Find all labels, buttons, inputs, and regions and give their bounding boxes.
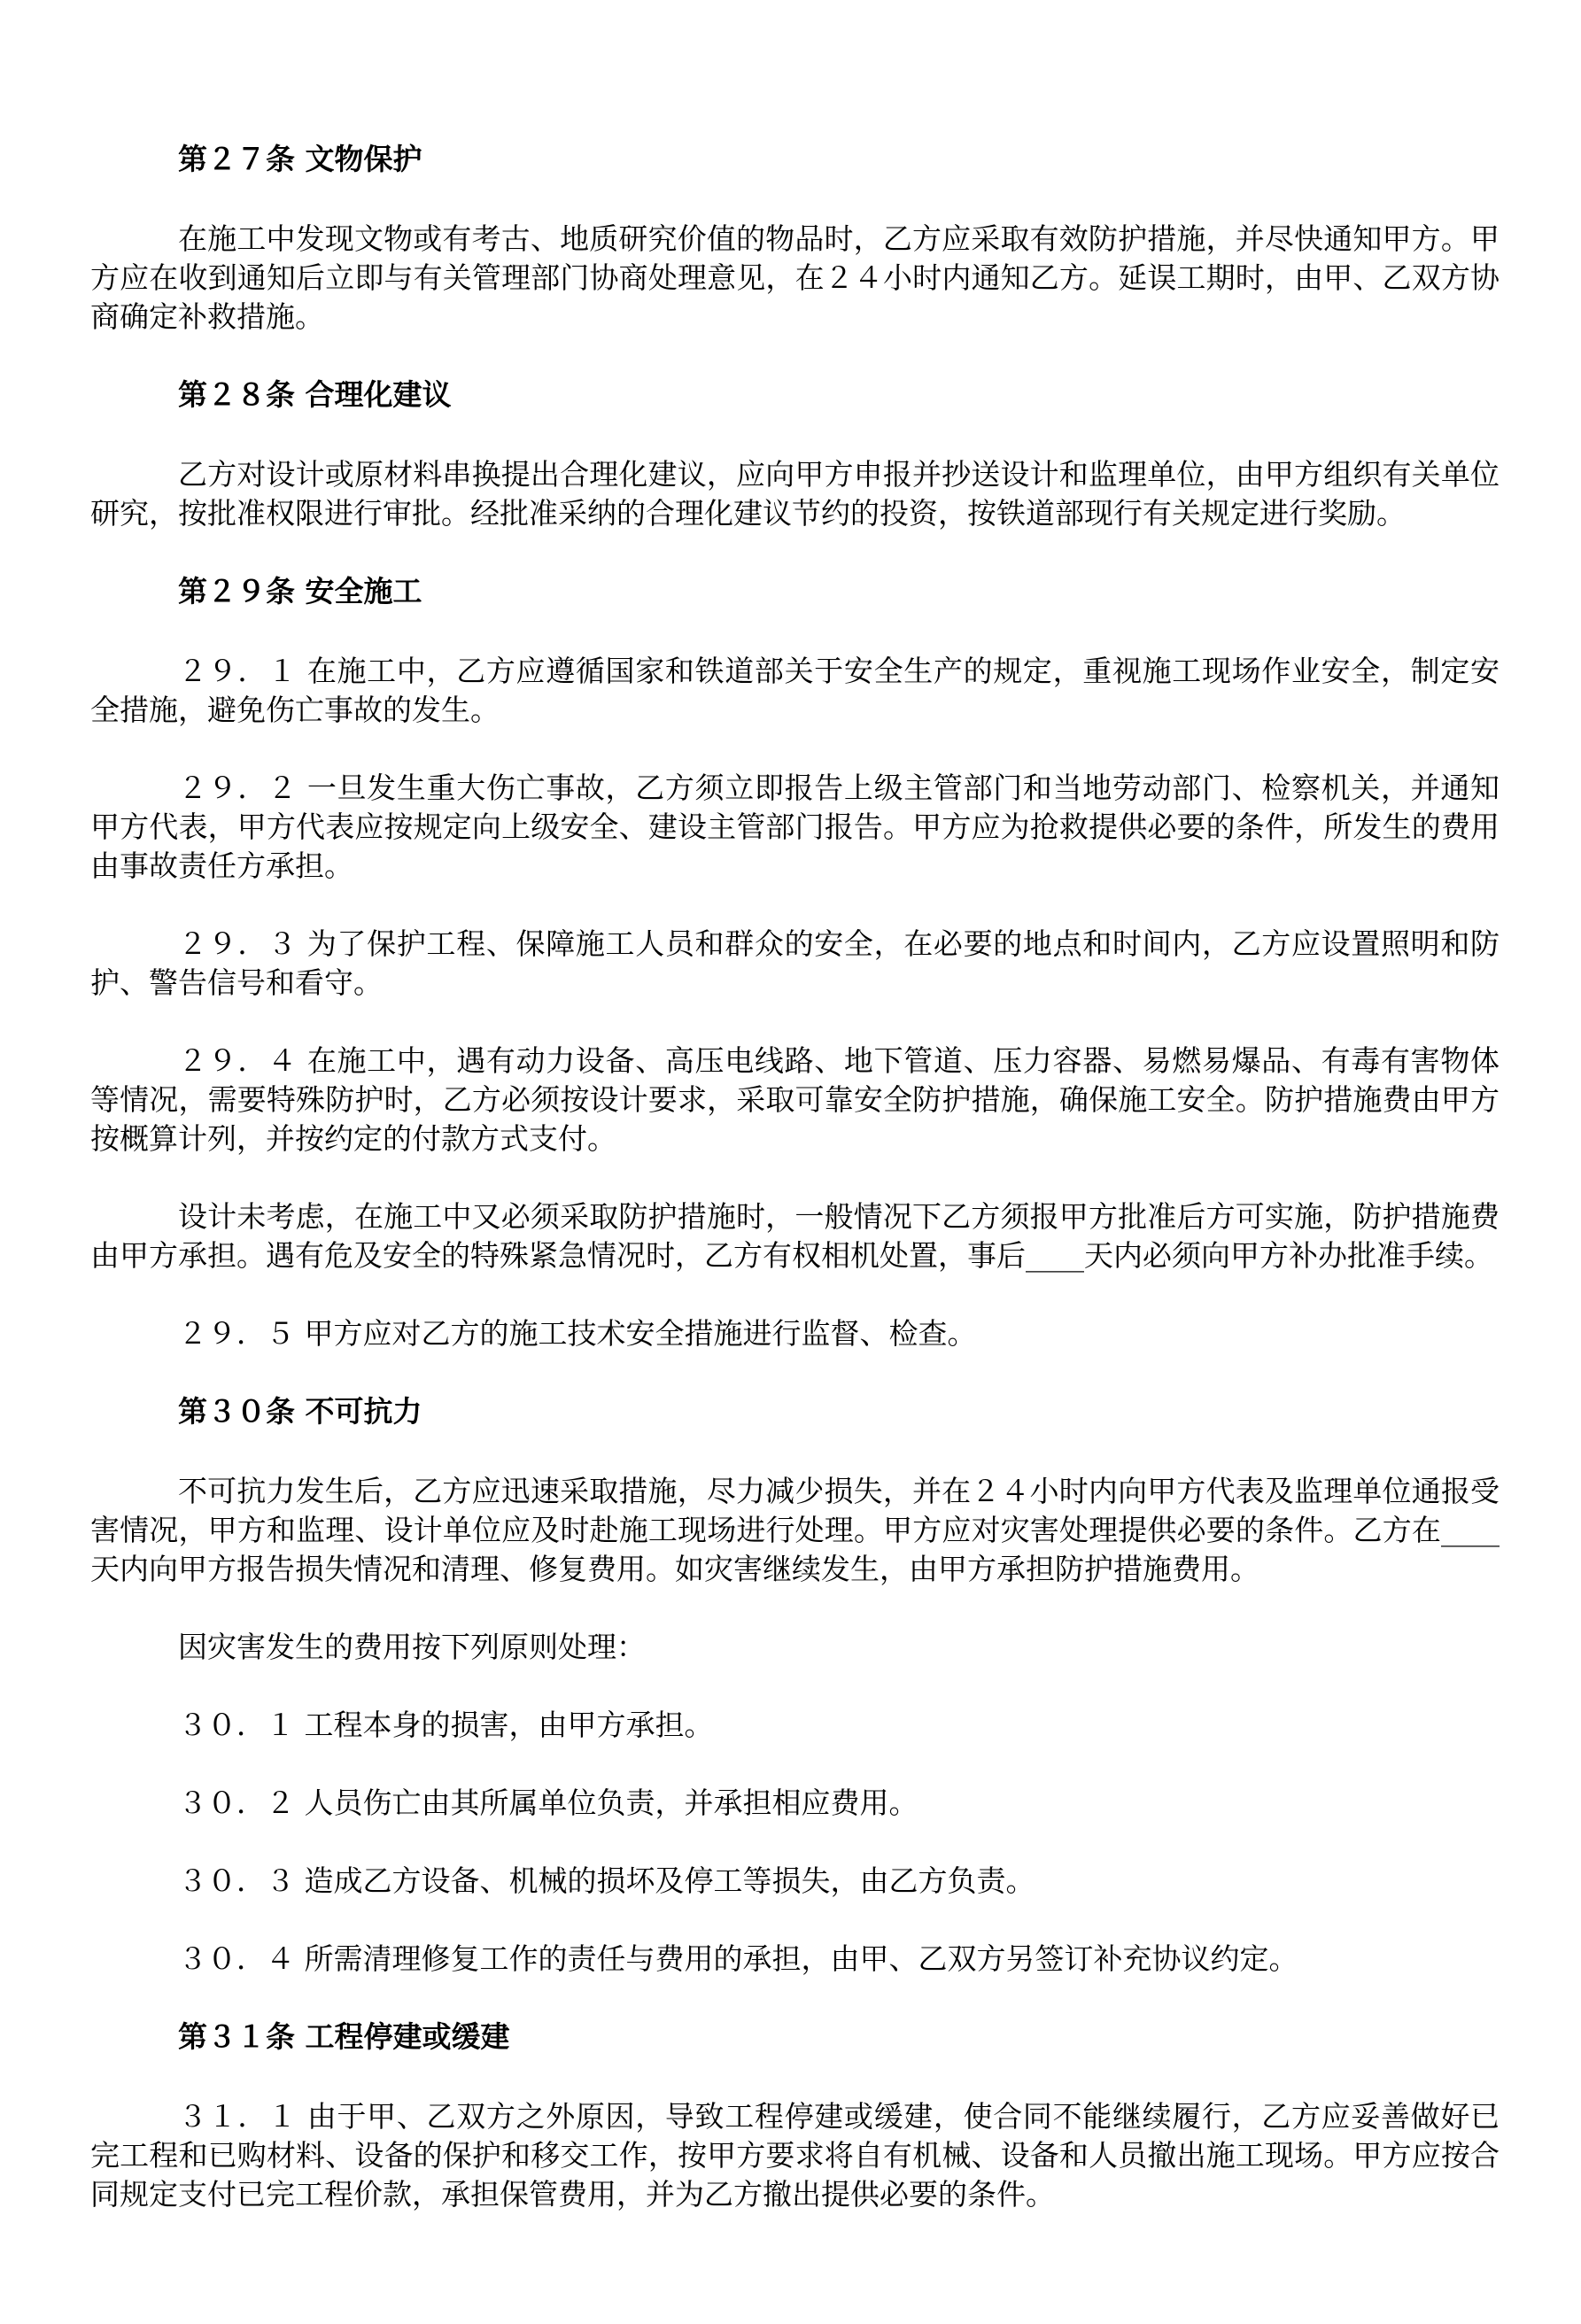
clause-paragraph: ２９．５ 甲方应对乙方的施工技术安全措施进行监督、检查。 [178,1316,977,1351]
clause-paragraph: ２９．２ 一旦发生重大伤亡事故，乙方须立即报告上级主管部门和当地劳动部门、检察机关，并通知甲方代表，甲方代表应按规定向上级安全、建设主管部门报告。甲方应为抢救提供必要的条件，所发生的费用由事故责任方承担。 [90,771,1500,883]
clause-heading: 第２８条 合理化建议 [178,377,452,412]
clause-paragraph: ３０．１ 工程本身的损害，由甲方承担。 [178,1708,714,1742]
clause-paragraph: 设计未考虑，在施工中又必须采取防护措施时，一般情况下乙方须报甲方批准后方可实施，防护措施费由甲方承担。遇有危及安全的特殊紧急情况时，乙方有权相机处置，事后____天内必须向甲方补办批准手续。 [90,1199,1500,1273]
contract-text-body [90,140,1500,2214]
clause-paragraph: 乙方对设计或原材料串换提出合理化建议，应向甲方申报并抄送设计和监理单位，由甲方组织有关单位研究，按批准权限进行审批。经批准采纳的合理化建议节约的投资，按铁道部现行有关规定进行奖励。 [90,457,1500,531]
clause-paragraph: ３１．１ 由于甲、乙双方之外原因，导致工程停建或缓建，使合同不能继续履行，乙方应妥善做好已完工程和已购材料、设备的保护和移交工作，按甲方要求将自有机械、设备和人员撤出施工现场。甲方应按合同规定支付已完工程价款，承担保管费用，并为乙方撤出提供必要的条件。 [90,2099,1500,2212]
clause-paragraph: ３０．３ 造成乙方设备、机械的损坏及停工等损失，由乙方负责。 [178,1863,1035,1898]
clause-heading: 第３１条 工程停建或缓建 [178,2019,510,2054]
clause-paragraph: ３０．２ 人员伤亡由其所属单位负责，并承担相应费用。 [178,1786,918,1820]
clause-paragraph: 因灾害发生的费用按下列原则处理： [178,1630,646,1664]
clause-paragraph: ２９．４ 在施工中，遇有动力设备、高压电线路、地下管道、压力容器、易燃易爆品、有毒有害物体等情况，需要特殊防护时，乙方必须按设计要求，采取可靠安全防护措施，确保施工安全。防护措施费由甲方按概算计列，并按约定的付款方式支付。 [90,1043,1500,1156]
clause-paragraph: 在施工中发现文物或有考古、地质研究价值的物品时，乙方应采取有效防护措施，并尽快通知甲方。甲方应在收到通知后立即与有关管理部门协商处理意见，在２４小时内通知乙方。延误工期时，由甲、乙双方协商确定补救措施。 [90,221,1500,334]
clause-paragraph: ３０．４ 所需清理修复工作的责任与费用的承担，由甲、乙双方另签订补充协议约定。 [178,1941,1298,1976]
clause-paragraph: ２９．１ 在施工中，乙方应遵循国家和铁道部关于安全生产的规定，重视施工现场作业安全，制定安全措施，避免伤亡事故的发生。 [90,654,1500,727]
clause-heading: 第３０条 不可抗力 [178,1394,422,1429]
clause-paragraph: 不可抗力发生后，乙方应迅速采取措施，尽力减少损失，并在２４小时内向甲方代表及监理单位通报受害情况，甲方和监理、设计单位应及时赴施工现场进行处理。甲方应对灾害处理提供必要的条件。乙方在____天内向甲方报告损失情况和清理、修复费用。如灾害继续发生，由甲方承担防护措施费用。 [90,1474,1500,1586]
clause-heading: 第２７条 文物保护 [178,142,422,176]
clause-heading: 第２９条 安全施工 [178,574,422,608]
clause-paragraph: ２９．３ 为了保护工程、保障施工人员和群众的安全，在必要的地点和时间内，乙方应设置照明和防护、警告信号和看守。 [90,926,1500,1000]
